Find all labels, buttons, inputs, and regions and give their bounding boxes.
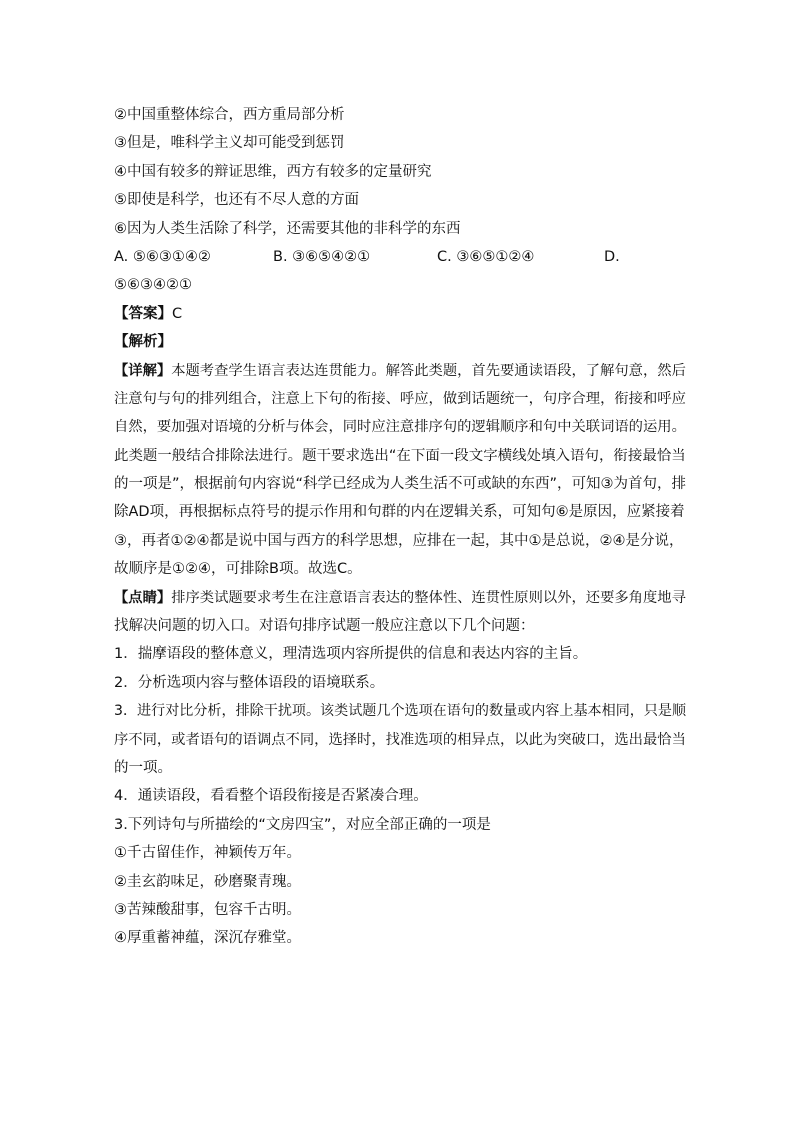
detail-line-6: 除AD项，再根据标点符号的提示作用和句群的内在逻辑关系，可知句⑥是原因，应紧接着 [114, 504, 685, 521]
analysis-label: 【解析】 [114, 334, 172, 351]
question-3-item-4: ④厚重蓄神蕴，深沉存雅堂。 [114, 930, 301, 947]
tip-line-1 [114, 584, 684, 612]
answer-line [114, 300, 684, 328]
option-b: B. ③⑥⑤④②① [273, 248, 371, 265]
question-3-stem: 3.下列诗句与所描绘的“文房四宝”，对应全部正确的一项是 [114, 816, 491, 833]
detail-text-1: 本题考查学生语言表达连贯能力。解答此类题，首先要通读语段，了解句意，然后 [171, 362, 686, 379]
tip-line-2: 找解决问题的切入口。对语句排序试题一般应注意以下几个问题： [114, 618, 535, 635]
detail-line-3: 自然，要加强对语境的分析与体会，同时应注意排序句的逻辑顺序和句中关联词语的运用。 [114, 419, 686, 436]
statement-6: ⑥因为人类生活除了科学，还需要其他的非科学的东西 [114, 220, 461, 237]
question-3-item-2: ②圭玄韵味足，砂磨聚青瑰。 [114, 873, 301, 890]
detail-line-4: 此类题一般结合排除法进行。题干要求选出“在下面一段文字横线处填入语句，衔接最恰当 [114, 447, 686, 464]
point-3-end: 的一项。 [114, 759, 172, 776]
question-3-item-1: ①千古留佳作，神颖传万年。 [114, 845, 301, 862]
option-d: D. [604, 248, 620, 265]
statement-4: ④中国有较多的辩证思维，西方有较多的定量研究 [114, 163, 432, 180]
document-content [114, 101, 687, 953]
detail-label: 【详解】 [114, 362, 172, 379]
point-3: 3．进行对比分析，排除干扰项。该类试题几个选项在语句的数量或内容上基本相同，只是顺 [114, 703, 687, 720]
tip-text-1: 排序类试题要求考生在注意语言表达的整体性、连贯性原则以外，还要多角度地寻 [171, 589, 686, 606]
statement-3: ③但是，唯科学主义却可能受到惩罚 [114, 135, 345, 152]
point-2: 2．分析选项内容与整体语段的语境联系。 [114, 674, 385, 691]
detail-line-8: 故顺序是①②④，可排除B项。故选C。 [114, 561, 362, 578]
detail-line-5: 的一项是”，根据前句内容说“科学已经成为人类生活不可或缺的东西”，可知③为首句，排 [114, 476, 687, 493]
option-d-continued: ⑤⑥③④②① [114, 277, 192, 294]
detail-line-1 [114, 357, 684, 385]
point-3-cont: 序不同，或者语句的语调点不同，选择时，找准选项的相异点，以此为突破口，选出最恰当 [114, 731, 686, 748]
answer-value: C [172, 305, 183, 322]
answer-options [114, 243, 684, 271]
question-3-item-3: ③苦辣酸甜事，包容千古明。 [114, 901, 301, 918]
analysis-heading [114, 328, 684, 356]
detail-line-2: 注意句与句的排列组合，注意上下句的衔接、呼应，做到话题统一，句序合理，衔接和呼应 [114, 390, 686, 407]
point-1: 1．揣摩语段的整体意义，理清选项内容所提供的信息和表达内容的主旨。 [114, 646, 588, 663]
detail-line-7: ③，再者①②④都是说中国与西方的科学思想，应排在一起，其中①是总说，②④是分说， [114, 532, 684, 549]
tip-label: 【点睛】 [114, 589, 172, 606]
statement-2: ②中国重整体综合，西方重局部分析 [114, 107, 345, 123]
statement-5: ⑤即使是科学，也还有不尽人意的方面 [114, 192, 359, 209]
point-4: 4．通读语段，看看整个语段衔接是否紧凑合理。 [114, 788, 428, 805]
option-c: C. ③⑥⑤①②④ [437, 248, 535, 265]
answer-label: 【答案】 [114, 305, 172, 322]
option-a: A. ⑤⑥③①④② [114, 248, 211, 265]
